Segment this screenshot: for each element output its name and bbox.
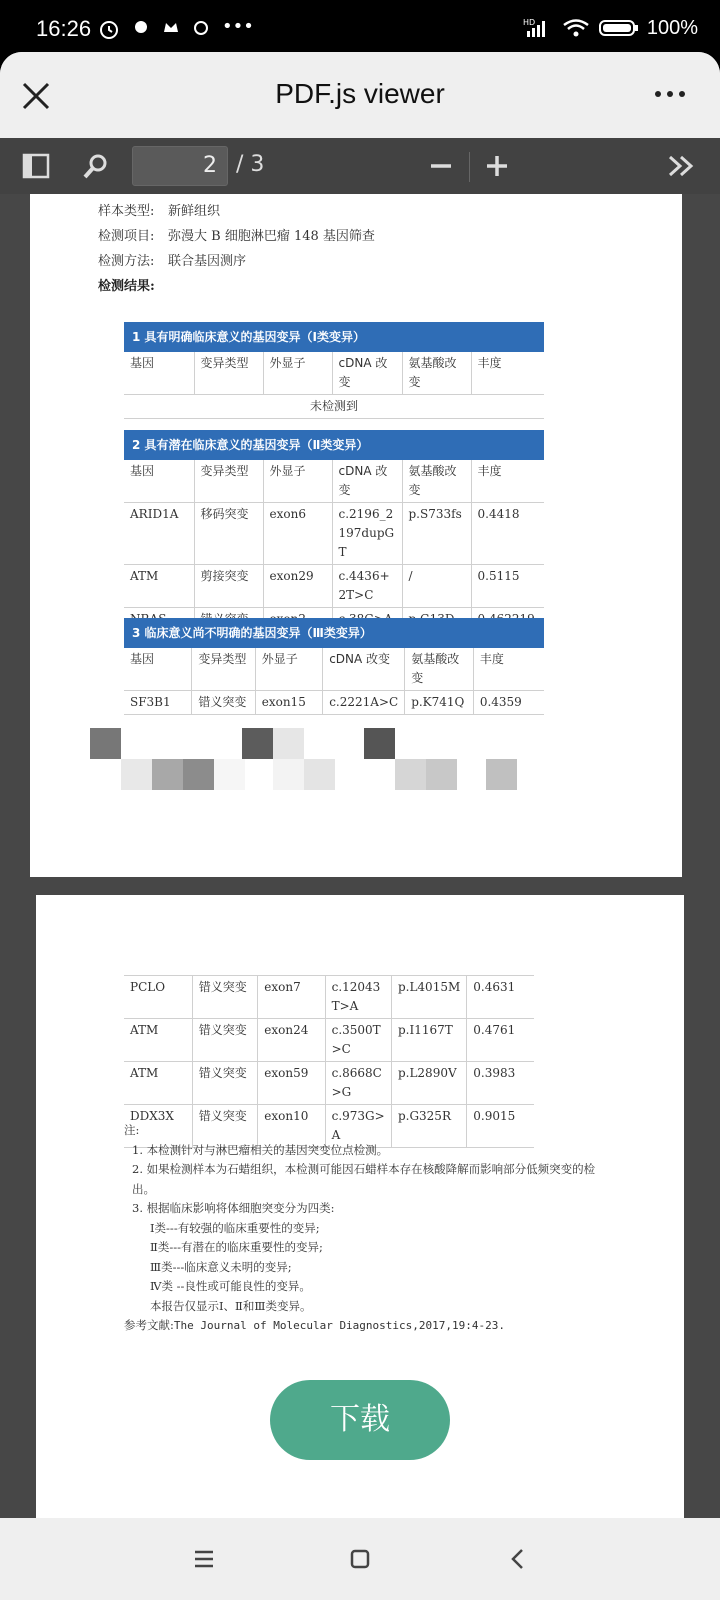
- signal-icon: [523, 17, 553, 39]
- table-class2: [124, 430, 544, 632]
- cell-amino-acid: p.G325R: [391, 1105, 466, 1148]
- cell-amino-acid: p.I1167T: [391, 1019, 466, 1062]
- search-icon[interactable]: [80, 150, 112, 182]
- cell-exon: exon10: [258, 1105, 325, 1148]
- toolbar-divider: [469, 152, 470, 182]
- cell-variant-type: 错义突变: [192, 1019, 257, 1062]
- table2-col-headers: [124, 460, 544, 503]
- table-row: [124, 1019, 534, 1062]
- battery-icon: [599, 18, 639, 38]
- note-class-3: Ⅲ类---临床意义未明的变异;: [150, 1259, 292, 1274]
- sample-type-line: [98, 200, 220, 219]
- title-bar: [0, 52, 720, 138]
- sample-type-value: 新鲜组织: [168, 204, 221, 219]
- pdf-viewer[interactable]: [0, 194, 720, 1570]
- cell-amino-acid: p.L2890V: [391, 1062, 466, 1105]
- table1-header: 1 具有明确临床意义的基因变异（Ⅰ类变异）: [124, 322, 544, 352]
- col-amino-acid: 氨基酸改变: [405, 648, 474, 691]
- col-gene: 基因: [124, 352, 194, 395]
- reference-text: The Journal of Molecular Diagnostics,2017,19:4-23.: [173, 1319, 506, 1332]
- svg-text:HD: HD: [522, 18, 536, 27]
- cell-abundance: 0.4761: [467, 1019, 534, 1062]
- note-2: 2. 如果检测样本为石蜡组织，本检测可能因石蜡样本存在核酸降解而影响部分低频突变的检出。: [132, 1162, 596, 1196]
- cell-exon: exon59: [258, 1062, 325, 1105]
- reference-line: [124, 1316, 604, 1336]
- note-3: 3. 根据临床影响将体细胞突变分为四类:: [132, 1201, 335, 1215]
- pdf-page-1: [30, 194, 682, 877]
- status-time: 16:26: [36, 16, 92, 41]
- table-row: [124, 1062, 534, 1105]
- note-class-2: Ⅱ类---有潜在的临床重要性的变异;: [150, 1240, 323, 1254]
- cell-gene: SF3B1: [124, 691, 192, 715]
- table3-col-headers: [124, 648, 544, 691]
- col-gene: 基因: [124, 460, 194, 503]
- cell-exon: exon7: [258, 976, 325, 1019]
- app-notification-icon: [132, 18, 150, 36]
- page-title: PDF.js viewer: [275, 78, 445, 109]
- col-abundance: 丰度: [473, 648, 544, 691]
- table-row: [124, 503, 544, 565]
- menu-icon[interactable]: [191, 1546, 217, 1572]
- sidebar-toggle-icon[interactable]: [20, 150, 52, 182]
- cell-variant-type: 错义突变: [192, 691, 255, 715]
- more-options-icon[interactable]: [650, 80, 690, 108]
- cell-gene: ARID1A: [124, 503, 194, 565]
- cell-variant-type: 剪接突变: [194, 565, 263, 608]
- cell-gene: PCLO: [124, 976, 192, 1019]
- cell-gene: DDX3X: [124, 1105, 192, 1148]
- method-value: 联合基因测序: [168, 254, 247, 269]
- col-exon: 外显子: [255, 648, 322, 691]
- home-icon[interactable]: [347, 1546, 373, 1572]
- cell-gene: ATM: [124, 1062, 192, 1105]
- cell-cdna: c.12043T>A: [325, 976, 391, 1019]
- status-right: [523, 16, 698, 40]
- battery-percent: 100%: [646, 16, 698, 39]
- more-tools-icon[interactable]: [666, 150, 698, 182]
- table-row: [124, 976, 534, 1019]
- note-1: 1. 本检测针对与淋巴瘤相关的基因突变位点检测。: [132, 1142, 389, 1157]
- cell-cdna: c.2221A>C: [323, 691, 405, 715]
- cell-gene: ATM: [124, 565, 194, 608]
- cell-variant-type: 错义突变: [192, 1105, 257, 1148]
- table-class1: [124, 322, 544, 419]
- col-abundance: 丰度: [471, 460, 544, 503]
- cell-variant-type: 错义突变: [192, 976, 257, 1019]
- table-row: [124, 565, 544, 608]
- system-nav-bar: [0, 1518, 720, 1600]
- cell-abundance: 0.4359: [473, 691, 544, 715]
- cell-abundance: 0.3983: [467, 1062, 534, 1105]
- cell-abundance: 0.4631: [467, 976, 534, 1019]
- zoom-in-icon[interactable]: [481, 150, 513, 182]
- reference-label: 参考文献:: [124, 1318, 174, 1332]
- notes-title: 注:: [124, 1123, 140, 1137]
- col-cdna: cDNA 改变: [332, 460, 402, 503]
- test-item-value: 弥漫大 B 细胞淋巴瘤 148 基因筛查: [168, 229, 375, 244]
- method-line: [98, 250, 246, 269]
- col-cdna: cDNA 改变: [332, 352, 402, 395]
- wifi-icon: [561, 16, 591, 40]
- col-gene: 基因: [124, 648, 192, 691]
- test-item-label: 检测项目:: [98, 229, 155, 244]
- note-report-scope: 本报告仅显示Ⅰ、Ⅱ和Ⅲ类变异。: [150, 1298, 312, 1313]
- col-amino-acid: 氨基酸改变: [402, 352, 471, 395]
- table1-col-headers: [124, 352, 544, 395]
- redacted-mosaic: [90, 728, 530, 792]
- cell-gene: ATM: [124, 1019, 192, 1062]
- cell-abundance: 0.5115: [471, 565, 544, 608]
- pdf-page-2: [36, 895, 684, 1570]
- col-variant-type: 变异类型: [194, 352, 263, 395]
- note-class-4: Ⅳ类 --良性或可能良性的变异。: [150, 1279, 311, 1293]
- table1-empty: 未检测到: [124, 395, 544, 419]
- cell-exon: exon15: [255, 691, 322, 715]
- cell-cdna: c.8668C>G: [325, 1062, 391, 1105]
- cell-exon: exon29: [263, 565, 332, 608]
- cell-abundance: 0.4418: [471, 503, 544, 565]
- table2-header: 2 具有潜在临床意义的基因变异（Ⅱ类变异）: [124, 430, 544, 460]
- col-exon: 外显子: [263, 460, 332, 503]
- table-row: [124, 691, 544, 715]
- cell-amino-acid: p.K741Q: [405, 691, 474, 715]
- cell-cdna: c.2196_2197dupGT: [332, 503, 402, 565]
- method-label: 检测方法:: [98, 254, 155, 269]
- alarm-icon: [98, 18, 120, 40]
- report-notes: [124, 1121, 604, 1336]
- table-class3: [124, 618, 544, 715]
- cell-exon: exon6: [263, 503, 332, 565]
- col-abundance: 丰度: [471, 352, 544, 395]
- cell-amino-acid: p.S733fs: [402, 503, 471, 565]
- crown-app-icon: [162, 18, 180, 36]
- sample-type-label: 样本类型:: [98, 204, 155, 219]
- cell-amino-acid: p.L4015M: [391, 976, 466, 1019]
- cell-cdna: c.973G>A: [325, 1105, 391, 1148]
- cell-variant-type: 错义突变: [192, 1062, 257, 1105]
- weibo-icon: [192, 18, 210, 36]
- col-amino-acid: 氨基酸改变: [402, 460, 471, 503]
- note-class-1: Ⅰ类---有较强的临床重要性的变异;: [150, 1220, 320, 1235]
- notification-icons: [98, 18, 254, 40]
- test-item-line: [98, 225, 375, 244]
- more-notifications-icon: •••: [222, 16, 254, 37]
- cell-cdna: c.4436+2T>C: [332, 565, 402, 608]
- page-total: / 3: [236, 152, 265, 177]
- zoom-out-icon[interactable]: [425, 150, 457, 182]
- status-bar: [0, 0, 720, 60]
- back-icon[interactable]: [505, 1546, 531, 1572]
- cell-amino-acid: /: [402, 565, 471, 608]
- col-exon: 外显子: [263, 352, 332, 395]
- cell-variant-type: 移码突变: [194, 503, 263, 565]
- download-button[interactable]: 下载: [270, 1380, 450, 1460]
- col-variant-type: 变异类型: [192, 648, 255, 691]
- cell-exon: exon24: [258, 1019, 325, 1062]
- page-number-input[interactable]: 2: [132, 146, 228, 186]
- table3-header: 3 临床意义尚不明确的基因变异（Ⅲ类变异）: [124, 618, 544, 648]
- results-label: 检测结果:: [98, 279, 155, 294]
- col-cdna: cDNA 改变: [323, 648, 405, 691]
- cell-cdna: c.3500T>C: [325, 1019, 391, 1062]
- pdf-toolbar: [0, 138, 720, 194]
- cell-abundance: 0.9015: [467, 1105, 534, 1148]
- col-variant-type: 变异类型: [194, 460, 263, 503]
